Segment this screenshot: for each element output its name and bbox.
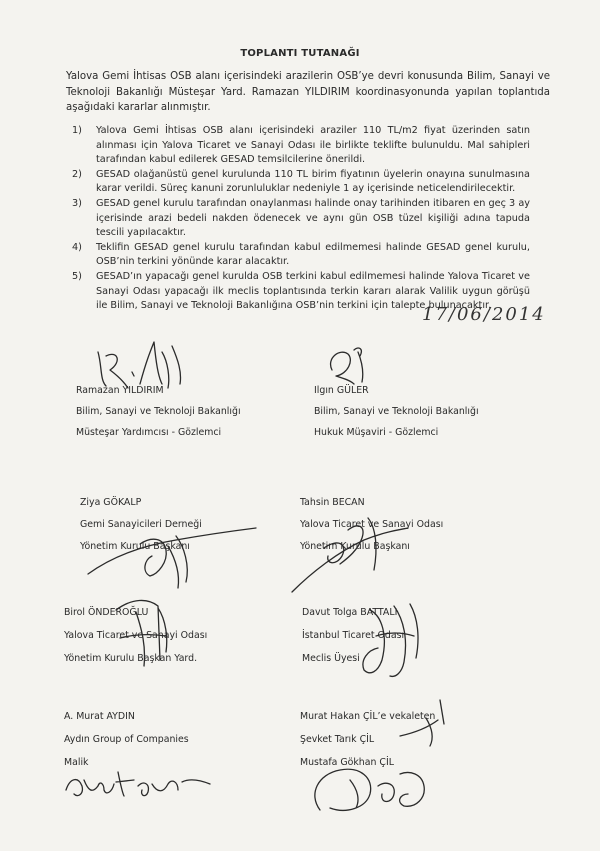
signatory-organization: Bilim, Sanayi ve Teknoloji Bakanlığı (76, 406, 241, 417)
item-text: GESAD genel kurulu tarafından onaylanması halinde onay tarihinden itibaren en geç 3 ay içerisinde arazi bedeli nakden ödenecek ve aynı gün OSB tüzel kişiliği adına tapuda tescili yapılacaktır. (96, 197, 530, 239)
signatory-organization: Yalova Ticaret ve Sanayi Odası (300, 519, 444, 530)
item-number: 5) (72, 270, 82, 282)
signatory-role: Malik (64, 757, 89, 768)
decision-list (66, 124, 530, 314)
item-text: GESAD olağanüstü genel kurulunda 110 TL birim fiyatının üyelerin onayına sunulmasına karar verildi. Süreç kanuni zorunluluklar nedeniyle 1 ay içerisinde neticelendirilecektir. (96, 168, 530, 195)
signatory-role: Meclis Üyesi (302, 653, 360, 664)
signatory-block (314, 384, 544, 444)
document-title: TOPLANTI TUTANAĞI (240, 48, 360, 59)
signatory-name: Davut Tolga BATTALI (302, 607, 398, 618)
signatory-organization: İstanbul Ticaret Odası (302, 630, 405, 641)
signature-birol-onderoglu (96, 590, 196, 674)
signatory-organization: Gemi Sanayicileri Derneği (80, 519, 202, 530)
signatory-organization: Yalova Ticaret ve Sanayi Odası (64, 630, 208, 641)
item-text: GESAD’ın yapacağı genel kurulda OSB terkini kabul edilmemesi halinde Yalova Ticaret ve Sanayi Odası yapacağı ilk meclis toplantısında terkin kararı alarak Valilik uygun görüşü ile Bilim, Sanayi ve Teknoloji Bakanlığına OSB’nin terkini için talepte bulunacaktır. (96, 270, 530, 312)
signatory-name: Birol ÖNDEROĞLU (64, 607, 149, 618)
signatory-role: Yönetim Kurulu Başkanı (300, 541, 410, 552)
item-number: 3) (72, 197, 82, 209)
item-number: 2) (72, 168, 82, 180)
item-text: Teklifin GESAD genel kurulu tarafından kabul edilmemesi halinde GESAD genel kurulu, OSB’nin terkini yönünde karar alacaktır. (96, 241, 530, 268)
signature-murat-aydin (60, 764, 220, 804)
signatory-role: Hukuk Müşaviri - Gözlemci (314, 427, 439, 438)
signature-ziya-gokalp (80, 516, 260, 596)
list-item (66, 168, 530, 197)
signatory-name: A. Murat AYDIN (64, 711, 135, 722)
signatory-role: Yönetim Kurulu Başkanı (80, 541, 190, 552)
signature-ilgin-guler (318, 340, 378, 390)
signatory-name: Şevket Tarık ÇİL (300, 734, 375, 745)
item-text: Yalova Gemi İhtisas OSB alanı içerisindeki araziler 110 TL/m2 fiyat üzerinden satın alınması için Yalova Ticaret ve Sanayi Odası ile birlikte teklifte bulunuldu. Mal sahipleri tarafından kabul edilerek GESAD temsilcilerine önerildi. (96, 125, 530, 166)
signature-tahsin-becan (288, 508, 438, 598)
signatory-block (64, 710, 274, 770)
signature-ramazan-yildirim (88, 332, 198, 392)
list-item (66, 241, 530, 270)
signatory-name: Mustafa Gökhan ÇİL (300, 757, 394, 768)
list-item (66, 197, 530, 241)
signatory-organization: Bilim, Sanayi ve Teknoloji Bakanlığı (314, 406, 479, 417)
signatory-organization: Aydın Group of Companies (64, 734, 189, 745)
signatory-name: Ziya GÖKALP (80, 497, 142, 508)
signatory-name: Ramazan YILDIRIM (76, 385, 164, 396)
signatory-role: Yönetim Kurulu Başkan Yard. (64, 653, 198, 664)
signature-davut-tolga-battali (352, 596, 432, 686)
signatory-role: Müsteşar Yardımcısı - Gözlemci (76, 427, 222, 438)
list-item (66, 124, 530, 168)
item-number: 4) (72, 241, 82, 253)
signatory-name: Murat Hakan ÇİL’e vekaleten (300, 711, 436, 722)
signatory-block (76, 384, 276, 444)
handwritten-date: 17/06/2014 (422, 304, 546, 325)
signatory-name: Tahsin BECAN (300, 497, 365, 508)
item-number: 1) (72, 125, 82, 136)
signature-cil-family (300, 690, 470, 820)
intro-paragraph: Yalova Gemi İhtisas OSB alanı içerisindeki arazilerin OSB’ye devri konusunda Bilim, Sanayi ve Teknoloji Bakanlığı Müsteşar Yard. Ramazan YILDIRIM koordinasyonunda yapılan toplantıda aşağıdaki kararlar alınmıştır. (66, 71, 550, 114)
signatory-name: Ilgın GÜLER (314, 385, 369, 396)
